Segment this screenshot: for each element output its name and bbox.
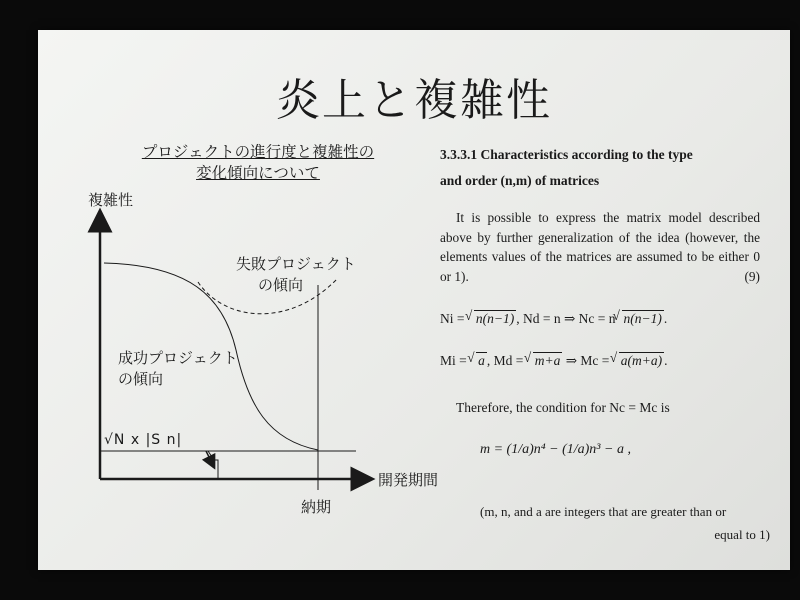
slide (38, 30, 790, 570)
success-label-line1: 成功プロジェクト (118, 349, 238, 367)
failed-project-label (236, 254, 356, 296)
slide-title: 炎上と複雑性 (276, 75, 552, 126)
y-axis-label: 複雑性 (88, 191, 134, 209)
eq2-arrow: ⇒ Mc = (562, 353, 613, 368)
success-project-label (118, 348, 238, 390)
eq1-sqrt: √ n(n−1) (474, 310, 516, 327)
graph-heading-line1: プロジェクトの進行度と複雑性の (141, 143, 375, 161)
eq1-sqrt2: √ n(n−1) (622, 310, 664, 327)
section-title-line1: 3.3.3.1 Characteristics according to the type (440, 147, 693, 162)
therefore-text: Therefore, the condition for Nc = Mc is (456, 400, 670, 415)
note-line1: (m, n, and a are integers that are greater than or (480, 504, 727, 519)
threshold-formula: √N x |S n| (104, 432, 183, 448)
eq2-end: . (664, 353, 668, 368)
description-paragraph (440, 208, 760, 286)
integer-note (480, 500, 770, 546)
eq2-sqrt2: √ m+a (533, 352, 563, 369)
graph-heading-line2: 変化傾向について (196, 164, 320, 182)
paragraph-text: It is possible to express the matrix model described above by further generalization of the idea (however, the elements values of the matrices are assumed to be either 0 or 1). (440, 210, 760, 284)
final-equation: m = (1/a)n⁴ − (1/a)n³ − a , (480, 442, 631, 457)
x-axis-label: 開発期間 (378, 471, 439, 489)
right-column (440, 142, 770, 542)
eq2-sqrt3: √ a(m+a) (619, 352, 664, 369)
eq2-mid: , Md = (486, 353, 527, 368)
eq2-sqrt: √ a (476, 352, 487, 369)
section-title-line2: and order (n,m) of matrices (440, 173, 600, 188)
equation-number: (9) (744, 268, 760, 284)
equation-n (440, 310, 667, 327)
failed-label-line2: の傾向 (258, 276, 304, 294)
success-label-line2: の傾向 (118, 370, 164, 388)
eq1-end: . (663, 311, 668, 326)
failed-label-line1: 失敗プロジェクト (236, 255, 356, 273)
deadline-label: 納期 (301, 498, 332, 516)
eq2-left: Mi = (440, 353, 471, 368)
threshold-bracket (208, 451, 218, 478)
equation-m (440, 352, 668, 369)
eq1-left: Ni = (440, 311, 468, 326)
note-line2: equal to 1) (714, 527, 770, 542)
eq1-mid: , Nd = n ⇒ Nc = n (516, 311, 616, 326)
